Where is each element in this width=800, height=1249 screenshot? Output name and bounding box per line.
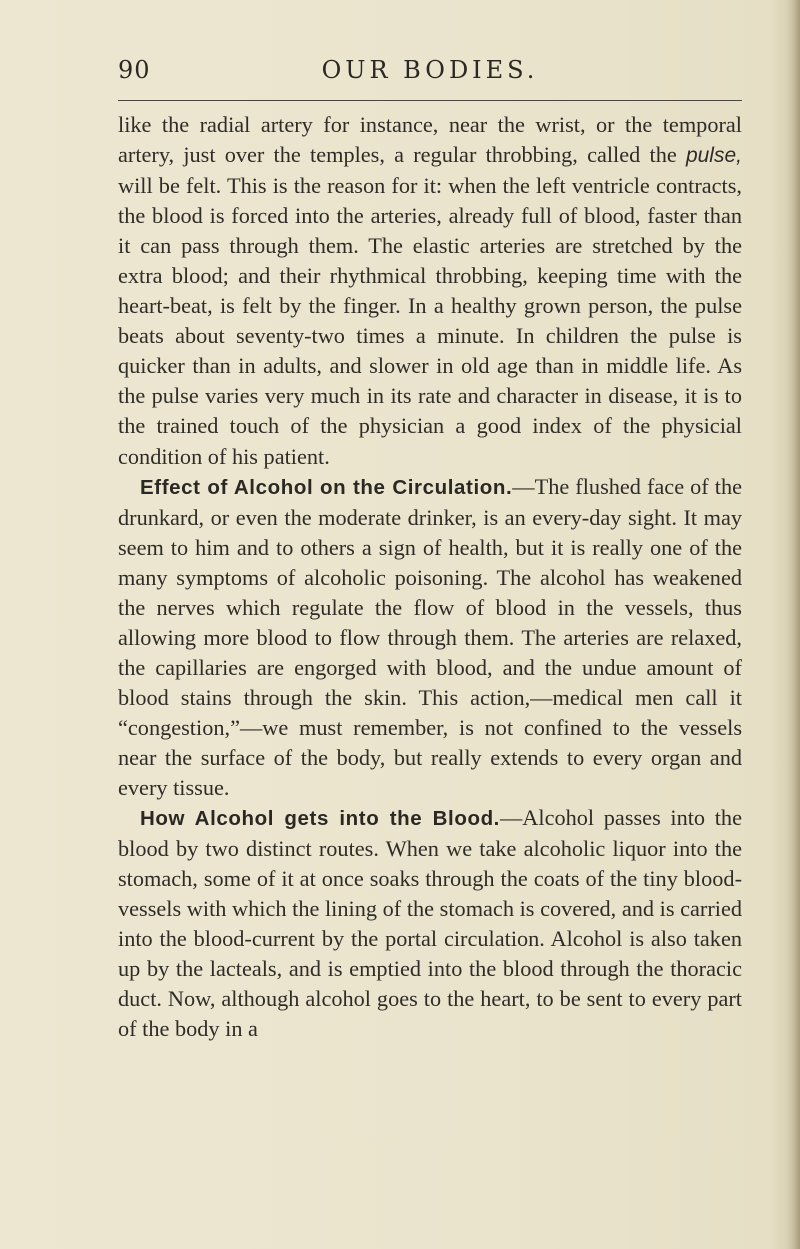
paragraph-alcohol-blood (118, 803, 742, 1044)
header-rule (118, 100, 742, 101)
paragraph-pulse-text-start: like the radial artery for instance, near the wrist, or the temporal artery, just over the temples, a regular throbbing, called the (118, 112, 742, 168)
page-edge-shadow (786, 0, 800, 1249)
body-text (118, 110, 742, 1044)
page-number: 90 (118, 56, 151, 84)
section-heading-alcohol-blood: How Alcohol gets into the Blood. (140, 807, 500, 831)
paragraph-alcohol-circulation-text: —The flushed face of the drunkard, or even the moderate drinker, is an every-day sight. It may seem to him and to others a sign of health, but it is really one of the many symptoms of alcoholic poisoning. The alcohol has weakened the nerves which regulate the flow of blood in the vessels, thus allowing more blood to flow through them. The arteries are relaxed, the capillaries are engorged with blood, and the undue amount of blood stains through the skin. This action,—medical men call it “congestion,”—we must remember, is not confined to the vessels near the surface of the body, but really extends to every organ and every tissue. (118, 473, 742, 801)
running-head: OUR BODIES. (321, 56, 539, 84)
page-header (118, 56, 742, 96)
paragraph-alcohol-circulation (118, 472, 742, 804)
paragraph-pulse (118, 110, 742, 472)
paragraph-alcohol-blood-text: —Alcohol passes into the blood by two distinct routes. When we take alcoholic liquor into the stomach, some of it at once soaks through the coats of the tiny blood-vessels with which the lining of the stomach is covered, and is carried into the blood-current by the portal circulation. Alcohol is also taken up by the lacteals, and is emptied into the blood through the thoracic duct. Now, although alcohol goes to the heart, to be sent to every part of the body in a (118, 805, 742, 1042)
paragraph-pulse-text-end: will be felt. This is the reason for it: when the left ventricle contracts, the blood is forced into the arteries, already full of blood, faster than it can pass through them. The elastic arteries are stretched by the extra blood; and their rhythmical throbbing, keeping time with the heart-beat, is felt by the finger. In a healthy grown person, the pulse beats about seventy-two times a minute. In children the pulse is quicker than in adults, and slower in old age than in middle life. As the pulse varies very much in its rate and character in disease, it is to the trained touch of the physician a good index of the physicial condition of his patient. (118, 173, 742, 469)
pulse-italic-term: pulse, (685, 144, 742, 168)
section-heading-alcohol-circulation: Effect of Alcohol on the Circulation. (140, 475, 513, 499)
